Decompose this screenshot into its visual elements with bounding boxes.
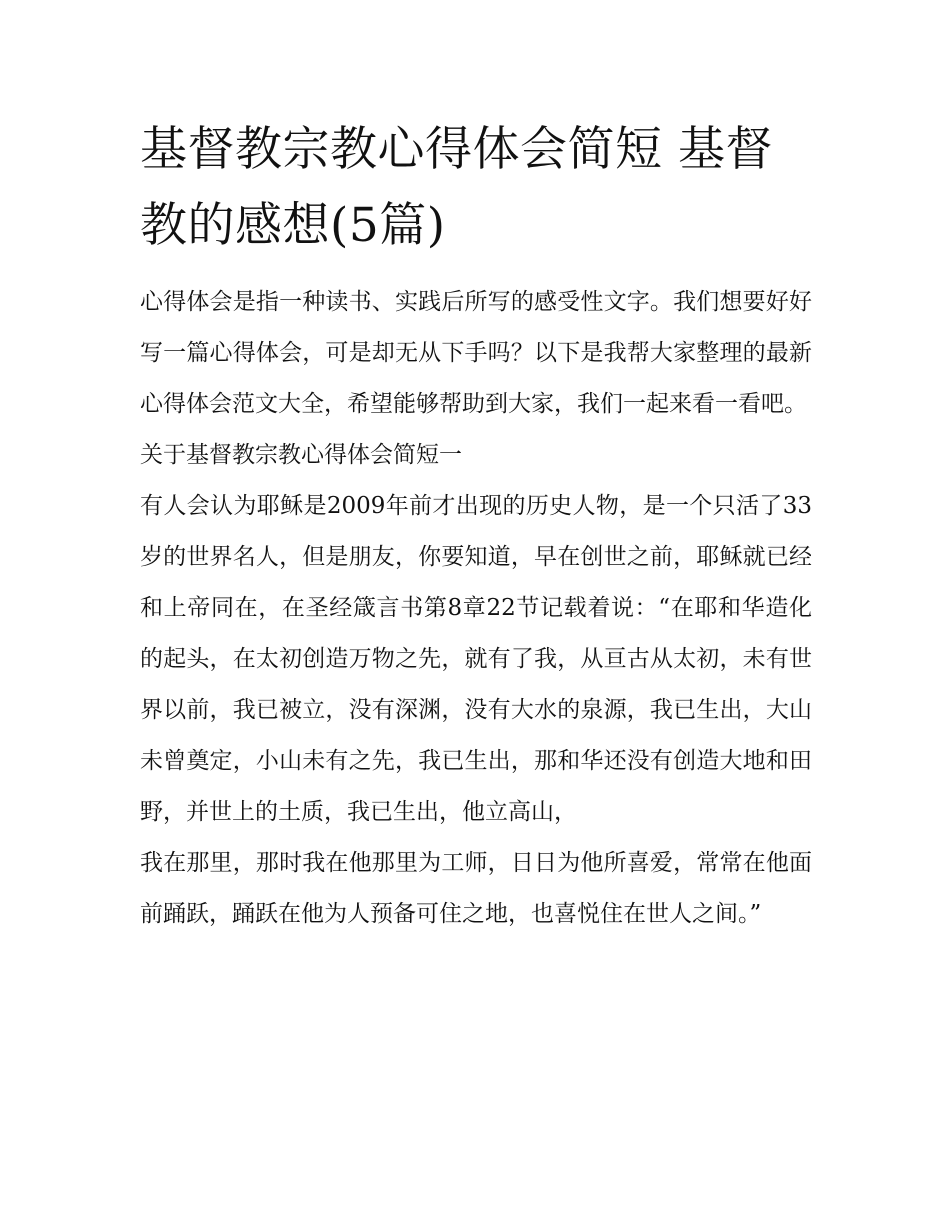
section-heading: 关于基督教宗教心得体会简短一 bbox=[140, 442, 462, 468]
body-paragraph: 我在那里，那时我在他那里为工师，日日为他所喜爱，常常在他面前踊跃，踊跃在他为人预备可住之地，也喜悦住在世人之间。” bbox=[140, 850, 812, 927]
body-paragraph: 有人会认为耶稣是2009年前才出现的历史人物，是一个只活了33岁的世界名人，但是朋友，你要知道，早在创世之前，耶稣就已经和上帝同在，在圣经箴言书第8章22节记载着说：“在耶和华造化的起头，在太初创造万物之先，就有了我，从亘古从太初，未有世界以前，我已被立，没有深渊，没有大水的泉源，我已生出，大山未曾奠定，小山未有之先，我已生出，那和华还没有创造大地和田野，并世上的土质，我已生出，他立高山， bbox=[140, 493, 812, 825]
document-title: 基督教宗教心得体会简短 基督教的感想(5篇) bbox=[140, 122, 773, 253]
intro-paragraph: 心得体会是指一种读书、实践后所写的感受性文字。我们想要好好写一篇心得体会，可是却无从下手吗？以下是我帮大家整理的最新心得体会范文大全，希望能够帮助到大家，我们一起来看一看吧。 bbox=[140, 289, 812, 417]
document-body bbox=[140, 277, 812, 940]
